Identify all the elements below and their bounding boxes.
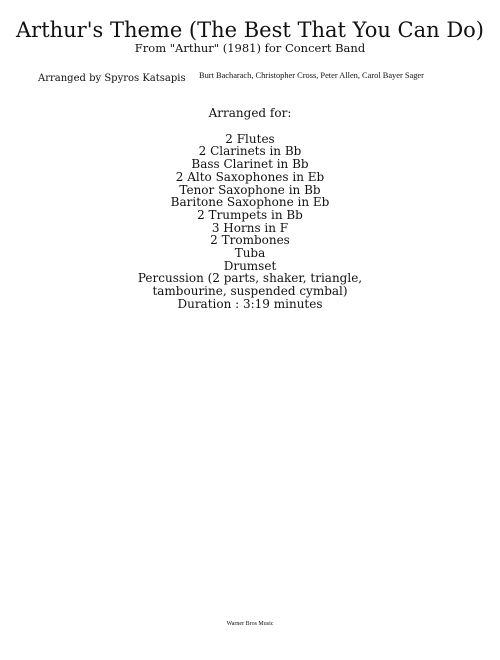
instrument-item: 2 Clarinets in Bb (198, 144, 302, 159)
page-subtitle: From "Arthur" (1981) for Concert Band (134, 41, 366, 55)
duration-text: Duration : 3:19 minutes (177, 296, 323, 311)
instrument-list (100, 133, 400, 298)
page-title: Arthur's Theme (The Best That You Can Do) (15, 18, 485, 42)
instrument-item: Tenor Saxophone in Bb (179, 182, 321, 197)
arranger-credit: Arranged by Spyros Katsapis (38, 73, 186, 84)
instrument-item: Percussion (2 parts, shaker, triangle, tambourine, suspended cymbal) (137, 271, 363, 299)
arranged-for-heading: Arranged for: (208, 106, 292, 120)
instrument-item: Drumset (223, 258, 277, 273)
instrument-item: 3 Horns in F (211, 220, 289, 235)
publisher-footer: Warner Bros Music (226, 621, 274, 627)
instrument-item: Bass Clarinet in Bb (191, 157, 309, 172)
instrument-item: 2 Flutes (225, 131, 275, 146)
instrumentation-block (100, 107, 400, 311)
instrument-item: 2 Trombones (210, 233, 290, 248)
instrument-item: 2 Trumpets in Bb (197, 207, 303, 222)
instrument-item: 2 Alto Saxophones in Eb (175, 169, 325, 184)
composer-credit: Burt Bacharach, Christopher Cross, Peter Allen, Carol Bayer Sager (199, 71, 424, 80)
instrument-item: Baritone Saxophone in Eb (170, 195, 330, 210)
instrument-item: Tuba (234, 246, 266, 261)
